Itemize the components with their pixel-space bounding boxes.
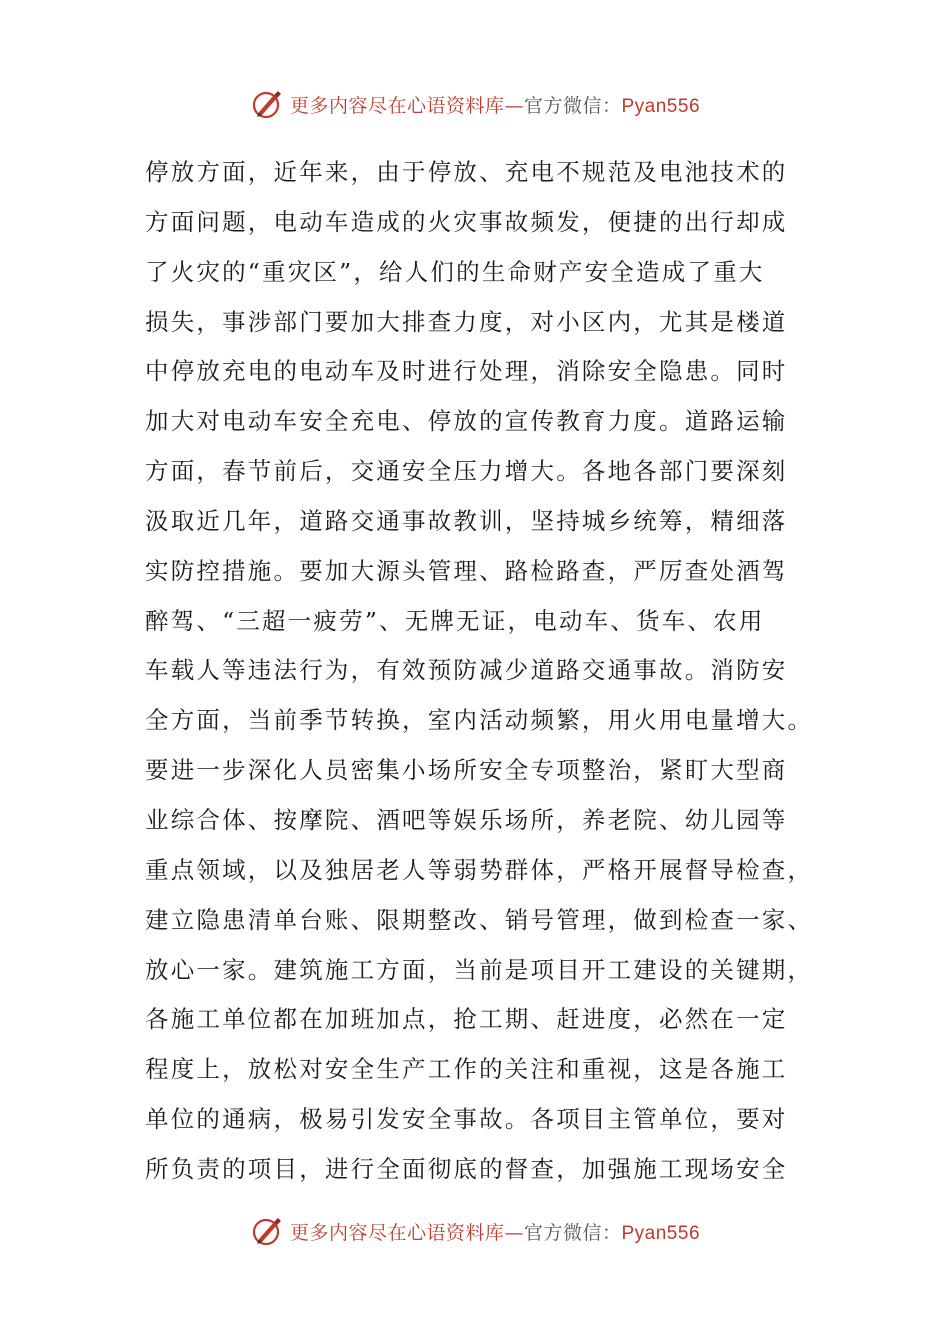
text-line: 全方面，当前季节转换，室内活动频繁，用火用电量增大。 xyxy=(145,706,814,735)
brand-text: 更多内容尽在心语资料库 xyxy=(289,94,505,117)
text-line: 建立隐患清单台账、限期整改、销号管理，做到检查一家、 xyxy=(145,905,814,934)
text-line: 醉驾、“三超一疲劳”、无牌无证，电动车、货车、农用 xyxy=(145,606,765,635)
text-line: 方面问题，电动车造成的火灾事故频发，便捷的出行却成 xyxy=(145,207,788,236)
wechat-id: Pyan556 xyxy=(621,1222,701,1244)
pen-logo-icon xyxy=(250,87,284,121)
text-line: 业综合体、按摩院、酒吧等娱乐场所，养老院、幼儿园等 xyxy=(145,805,788,834)
text-line: 单位的通病，极易引发安全事故。各项目主管单位，要对 xyxy=(145,1105,788,1134)
wechat-id: Pyan556 xyxy=(621,95,701,117)
text-line: 重点领域，以及独居老人等弱势群体，严格开展督导检查， xyxy=(145,855,814,884)
banner-text xyxy=(290,1218,700,1245)
text-line: 停放方面，近年来，由于停放、充电不规范及电池技术的 xyxy=(145,158,788,186)
text-line: 各施工单位都在加班加点，抢工期、赶进度，必然在一定 xyxy=(145,1005,788,1034)
header-banner xyxy=(0,84,950,124)
text-line: 程度上，放松对安全生产工作的关注和重视，这是各施工 xyxy=(145,1055,788,1084)
text-line: 车载人等违法行为，有效预防减少道路交通事故。消防安 xyxy=(145,656,788,685)
text-line: 放心一家。建筑施工方面，当前是项目开工建设的关键期， xyxy=(145,955,814,984)
wechat-label: 官方微信： xyxy=(523,94,622,117)
text-line: 汲取近几年，道路交通事故教训，坚持城乡统筹，精细落 xyxy=(145,506,788,535)
document-body xyxy=(145,148,814,1195)
text-line: 中停放充电的电动车及时进行处理，消除安全隐患。同时 xyxy=(145,357,788,386)
brand-text: 更多内容尽在心语资料库 xyxy=(289,1221,505,1244)
text-line: 所负责的项目，进行全面彻底的督查，加强施工现场安全 xyxy=(145,1154,788,1183)
banner-dash: — xyxy=(504,1221,524,1244)
text-line: 要进一步深化人员密集小场所安全专项整治，紧盯大型商 xyxy=(145,756,788,785)
text-line: 损失，事涉部门要加大排查力度，对小区内，尤其是楼道 xyxy=(145,307,788,336)
banner-text xyxy=(290,91,700,118)
text-line: 实防控措施。要加大源头管理、路检路查，严厉查处酒驾 xyxy=(145,556,788,585)
footer-banner xyxy=(0,1211,950,1251)
wechat-label: 官方微信： xyxy=(523,1221,622,1244)
banner-dash: — xyxy=(504,94,524,117)
text-line: 了火灾的“重灾区”，给人们的生命财产安全造成了重大 xyxy=(145,257,765,286)
pen-logo-icon xyxy=(250,1214,284,1248)
text-line: 加大对电动车安全充电、停放的宣传教育力度。道路运输 xyxy=(145,407,788,436)
text-line: 方面，春节前后，交通安全压力增大。各地各部门要深刻 xyxy=(145,457,788,486)
